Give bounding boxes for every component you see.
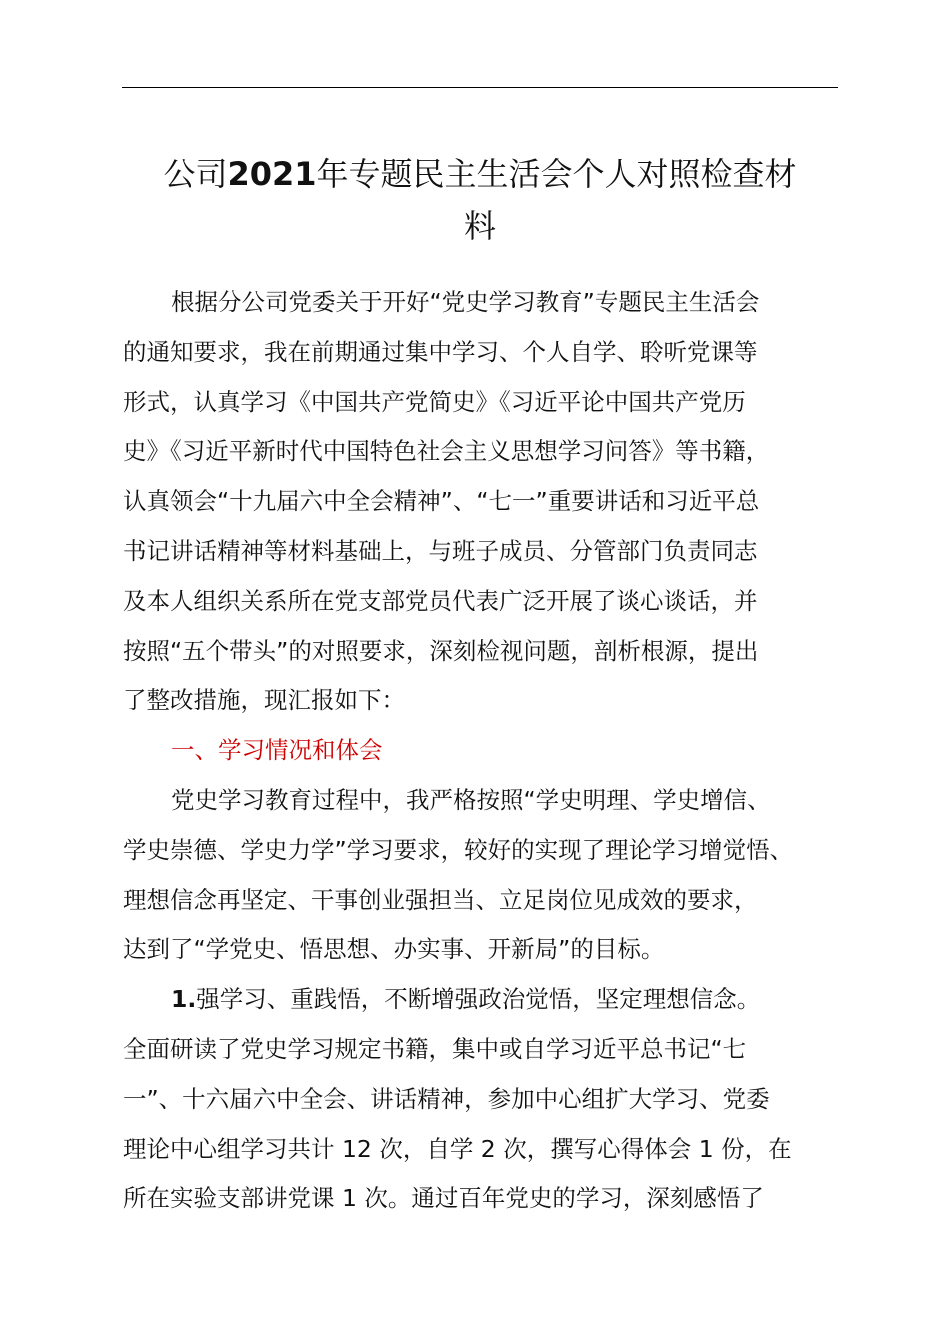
intro-line: 了整改措施，现汇报如下： [123,686,405,715]
intro-line: 及本人组织关系所在党支部党员代表广泛开展了谈心谈话，并 [123,586,758,615]
section-heading: 一、学习情况和体会 [171,736,383,765]
section-line: 学史崇德、学史力学”学习要求，较好的实现了理论学习增觉悟、 [123,835,794,864]
point-line: 理论中心组学习共计 12 次，自学 2 次，撰写心得体会 1 份，在 [123,1134,792,1163]
intro-line: 形式，认真学习《中国共产党简史》《习近平论中国共产党历 [123,387,746,416]
point-line: 全面研读了党史学习规定书籍，集中或自学习近平总书记“七 [123,1034,747,1063]
point-heading-line [123,975,843,1025]
intro-line: 认真领会“十九届六中全会精神”、“七一”重要讲话和习近平总 [123,487,760,516]
title-prefix: 公司 [163,155,228,193]
header-rule [122,87,838,88]
point-line: 所在实验支部讲党课 1 次。通过百年党史的学习，深刻感悟了 [123,1184,764,1213]
intro-line: 史》《习近平新时代中国特色社会主义思想学习问答》等书籍， [123,437,770,466]
document-title [110,148,850,252]
intro-line: 按照“五个带头”的对照要求，深刻检视问题，剖析根源，提出 [123,636,759,665]
title-suffix: 年专题民主生活会个人对照检查材 [316,155,797,193]
title-year: 2021 [227,155,317,193]
section-line: 党史学习教育过程中，我严格按照“学史明理、学史增信、 [171,785,771,814]
intro-line: 书记讲话精神等材料基础上，与班子成员、分管部门负责同志 [123,536,758,565]
document-body [123,278,843,1224]
intro-line: 的通知要求，我在前期通过集中学习、个人自学、聆听党课等 [123,337,758,366]
point-heading: 强学习、重践悟，不断增强政治觉悟，坚定理想信念。 [196,985,761,1014]
point-line: 一”、十六届六中全会、讲话精神，参加中心组扩大学习、党委 [123,1084,770,1113]
section-line: 达到了“学党史、悟思想、办实事、开新局”的目标。 [123,935,665,964]
point-number: 1. [171,985,197,1014]
title-line2: 料 [463,207,496,245]
intro-line: 根据分公司党委关于开好“党史学习教育”专题民主生活会 [171,288,760,316]
section-line: 理想信念再坚定、干事创业强担当、立足岗位见成效的要求， [123,885,758,914]
